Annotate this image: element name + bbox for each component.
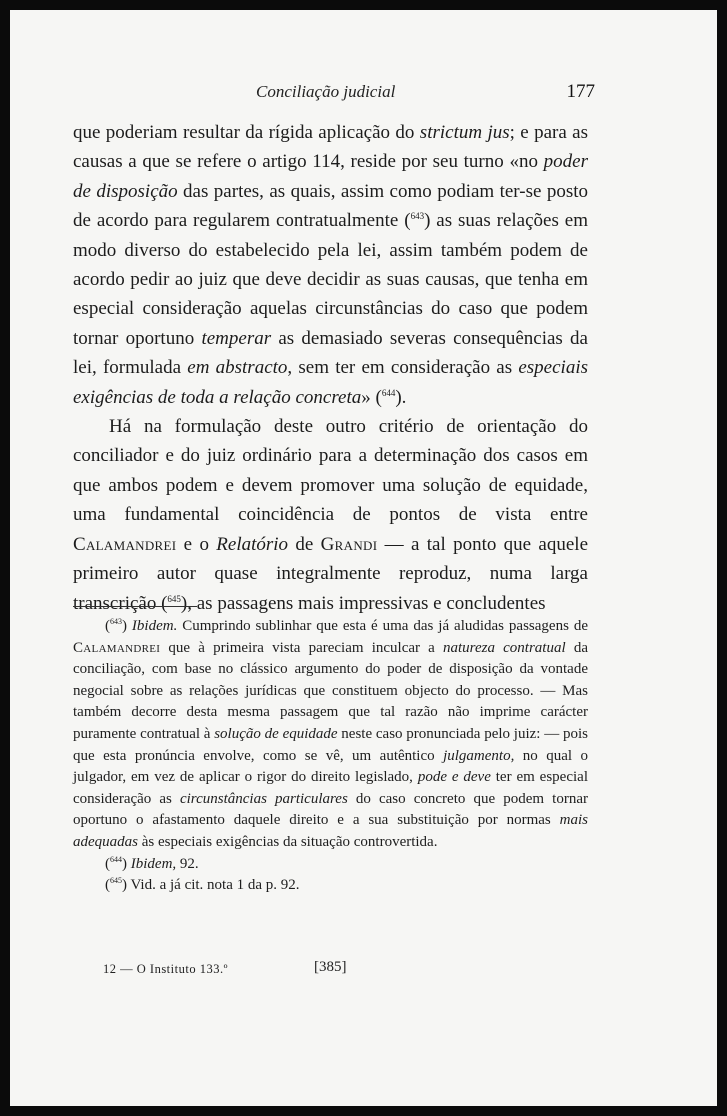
archive-page-number: [385] xyxy=(314,959,347,975)
footnote-643: ($^{643}$) Ibidem. Cumprindo sublinhar que esta é uma das já aludidas passagens de Calamandrei que à primeira vista pareciam inculcar a natureza contratual da conciliação, com base no clássico argumento do poder de disposição da vontade negocial sobre as relações jurídicas que constituem objecto do processo. — Mas também decorre desta mesma passagem que tal razão não imprime carácter puramente contratual à solução de equidade neste caso pronunciada pelo juiz: — pois que esta pronúncia envolve, como se vê, um autêntico julgamento, no qual o julgador, em vez de aplicar o rigor do direito legislado, pode e deve ter em especial consideração as circunstâncias particulares do caso concreto que podem tornar oportuno o afastamento daquele direito e a sua substituição por normas mais adequadas às especiais exigências da situação controvertida. xyxy=(73,617,589,850)
printer-signature: 12 — O Instituto 133.º xyxy=(103,962,228,976)
page-number: 177 xyxy=(566,81,595,102)
footnotes xyxy=(73,616,588,897)
page-header xyxy=(10,82,717,108)
page-footer xyxy=(10,959,717,982)
footnote-ref-643[interactable]: 643 xyxy=(410,211,425,222)
main-text xyxy=(73,118,588,618)
paragraph-2: Há na formulação deste outro critério de orientação do conciliador e do juiz ordinário para a determinação dos casos em que ambos podem e devem promover uma solução de equidade, uma fundamental coincidência de pontos de vista entre Calamandrei e o Relatório de Grandi — a tal ponto que aquele primeiro autor quase integralmente reproduz, numa larga transcrição ($^{645}$), as passagens mais impressivas e concludentes xyxy=(73,416,589,614)
book-page xyxy=(10,10,717,1106)
footnote-645: ($^{645}$) Vid. a já cit. nota 1 da p. 92. xyxy=(105,876,300,894)
footnote-644: ($^{644}$) Ibidem, 92. xyxy=(105,854,199,872)
paragraph-1: que poderiam resultar da rígida aplicação do strictum jus; e para as causas a que se refere o artigo 114, reside por seu turno «no poder de disposição das partes, as quais, assim como podiam ter-se posto de acordo para regularem contratualmente ($^{643}$) as suas relações em modo diverso do estabelecido pela lei, assim também podem de acordo pedir ao juiz que deve decidir as suas causas, que tenha em especial consideração aquelas circunstâncias do caso que podem tornar oportuno temperar as demasiado severas consequências da lei, formulada em abstracto, sem ter em consideração as especiais exigências de toda a relação concreta» ($^{644}$). xyxy=(73,122,589,408)
footnote-ref-644[interactable]: 644 xyxy=(381,387,396,398)
running-title: Conciliação judicial xyxy=(256,82,396,101)
footnote-divider xyxy=(73,606,197,607)
footnote-ref-645[interactable]: 645 xyxy=(167,593,181,604)
